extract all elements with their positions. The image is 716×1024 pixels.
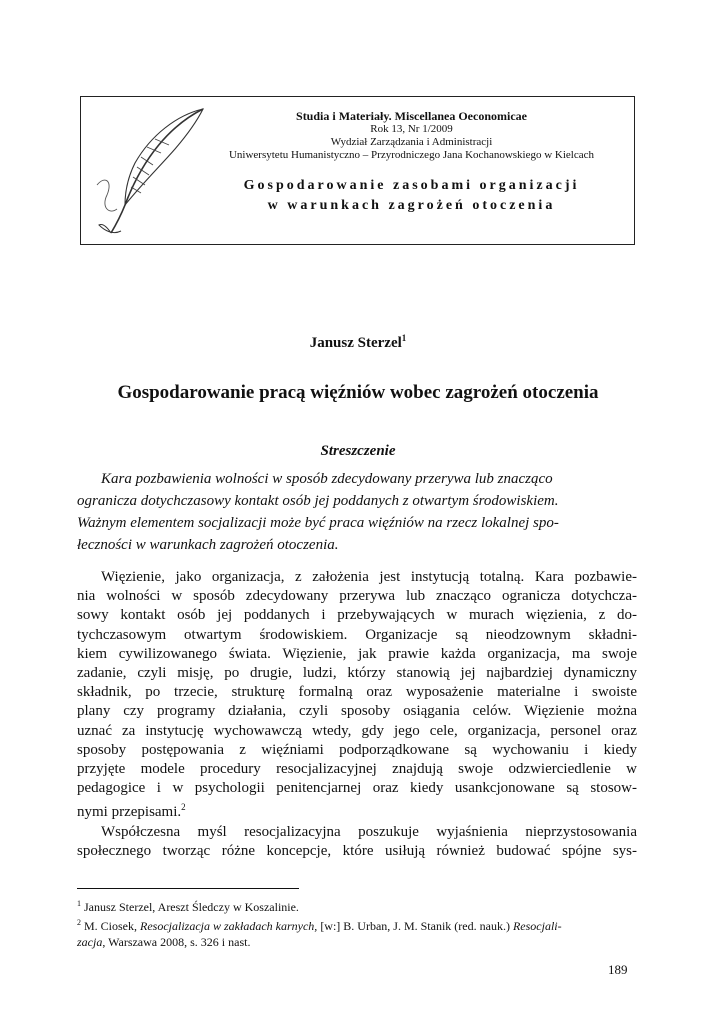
body-line: nymi przepisami.$^2$ — [77, 802, 186, 821]
journal-issue: Rok 13, Nr 1/2009 — [370, 123, 453, 135]
body-line: kiem cywilizowanego świata. Więzienie, jak prawie każda organizacja, ma swoje — [77, 645, 637, 662]
body-line: nia wolności w sposób zdecydowany przerywa lub znacząco ogranicza dotychcza- — [77, 588, 637, 605]
footnotes — [77, 896, 642, 950]
abstract-text — [77, 468, 637, 556]
footnote-ref-2[interactable]: 2 — [181, 802, 186, 813]
footnote-1: $^1$ Janusz Sterzel, Areszt Śledczy w Koszalinie. — [77, 899, 299, 914]
body-line: przyjęte modele procedury resocjalizacyjnej znajdują swoje odzwierciedlenie w — [77, 761, 637, 778]
abstract-line: Ważnym elementem socjalizacji może być praca więźniów na rzecz lokalnej spo- — [77, 515, 559, 531]
author-name: Janusz Sterzel$^1$ — [309, 333, 407, 351]
university-name: Uniwersytetu Humanistyczno – Przyrodniczego Jana Kochanowskiego w Kielcach — [228, 149, 595, 161]
page-number: 189 — [608, 962, 628, 977]
footnote-2: $^2$ M. Ciosek, Resocjalizacja w zakładach karnych, [w:] B. Urban, J. M. Stanik (red. nauk.) Resocjali- zacja, Warszawa 2008, s. 326 i nast. — [77, 918, 562, 949]
body-line: zadanie, czyli misję, po drugie, ludzi, którzy stanowią jej najbardziej dynamiczny — [77, 665, 637, 682]
journal-header-box — [80, 96, 635, 245]
body-line: składnik, po trzecie, strukturę formalną oraz wyposażenie materialne i swoiste — [77, 684, 637, 701]
body-line: pedagogice i w psychologii penitencjarnej oraz kiedy usankcjonowane są stosow- — [77, 780, 637, 797]
body-line: Więzienie, jako organizacja, z założenia jest instytucją totalną. Kara pozbawie- — [101, 569, 637, 585]
abstract-line: Kara pozbawienia wolności w sposób zdecydowany przerywa lub znacząco — [101, 471, 553, 487]
body-line: plany czy programy działania, czyli sposoby osiągania celów. Więzienie można — [77, 703, 637, 720]
body-text — [77, 568, 637, 861]
faculty-name: Wydział Zarządzania i Administracji — [330, 136, 493, 148]
body-line: tychczasowym otwartym środowiskiem. Organizacje są nieodzownym składni- — [77, 626, 637, 643]
author-footnote-mark: 1 — [401, 333, 407, 343]
abstract-heading: Streszczenie — [320, 443, 396, 459]
body-line: sposoby postępowania z więźniami podporządkowane są wychowaniu i kiedy — [77, 741, 637, 758]
abstract-line: ogranicza dotychczasowy kontakt osób jej poddanych z otwartym środowiskiem. — [77, 493, 559, 509]
footnote-divider — [77, 888, 299, 889]
issue-theme-line-2: w warunkach zagrożeń otoczenia — [267, 198, 556, 213]
abstract-line: łeczności w warunkach zagrożeń otoczenia. — [77, 537, 339, 553]
issue-theme-line-1: Gospodarowanie zasobami organizacji — [243, 178, 580, 193]
body-line: społecznego tworząc różne koncepcje, które usiłują również budować spójne sys- — [77, 842, 637, 859]
body-line: sowy kontakt osób jej poddanych i przebywających w murach więzienia, z do- — [77, 607, 637, 624]
article-title: Gospodarowanie pracą więźniów wobec zagrożeń otoczenia — [117, 382, 599, 403]
body-line: uznać za instytucję wychowawczą wtedy, gdy jego cele, organizacja, personel oraz — [77, 722, 637, 739]
journal-name: Studia i Materiały. Miscellanea Oeconomicae — [296, 109, 527, 123]
body-line: Współczesna myśl resocjalizacyjna poszukuje wyjaśnienia nieprzystosowania — [101, 823, 637, 840]
